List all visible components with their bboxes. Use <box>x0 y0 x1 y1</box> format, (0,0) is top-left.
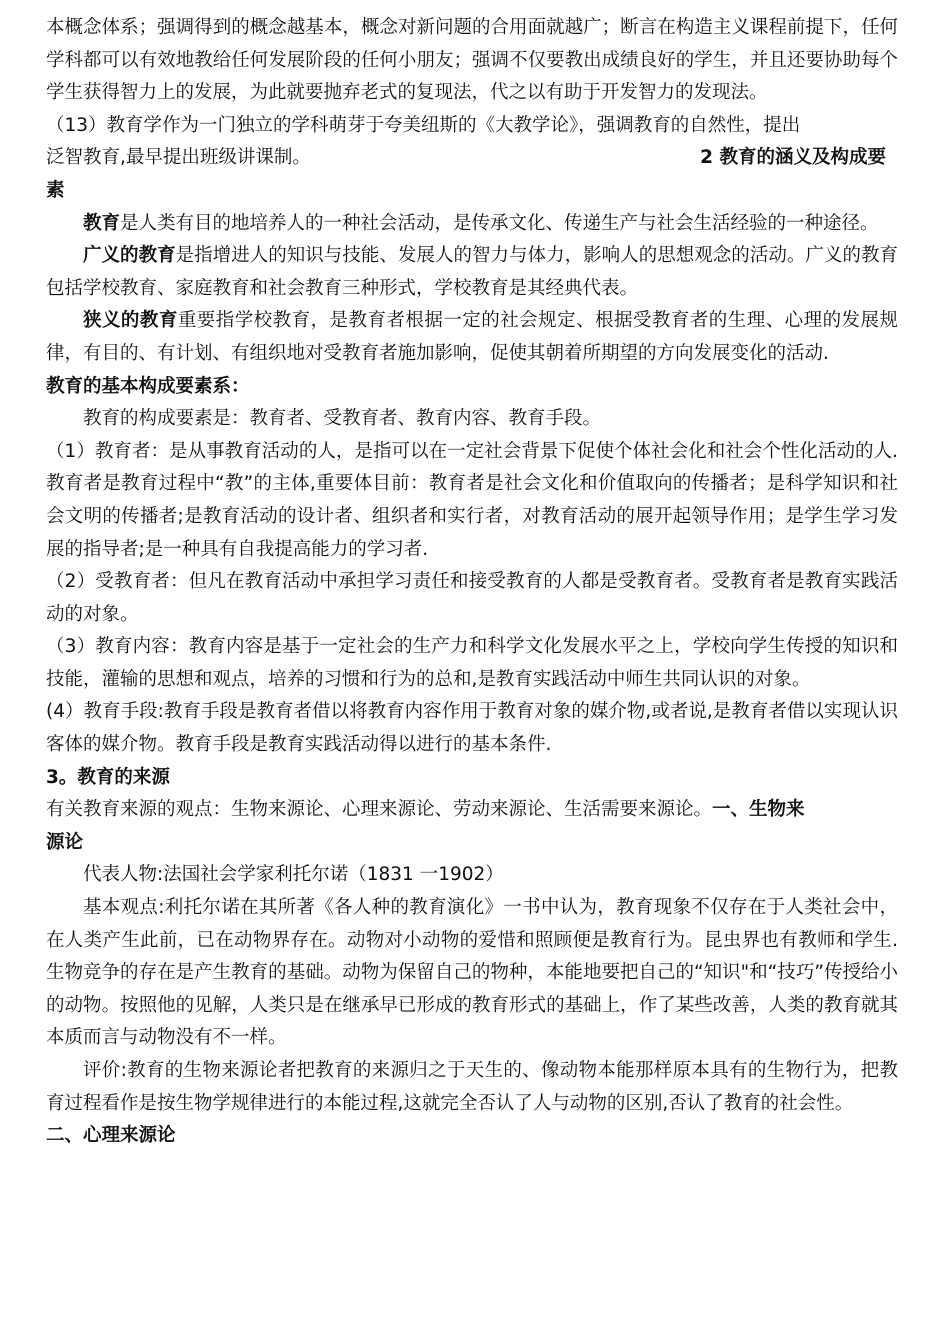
biological-representative: 代表人物:法国社会学家利托尔诺（1831 一1902） <box>83 864 504 886</box>
component-content: （3）教育内容：教育内容是基于一定社会的生产力和科学文化发展水平之上，学校向学生传授的知识和技能，灌输的思想和观点，培养的习惯和行为的总和,是教育实践活动中师生共同认识的对象。 <box>46 636 898 690</box>
biological-evaluation: 评价:教育的生物来源论者把教育的来源归之于天生的、像动物本能那样原本具有的生物行为，把教育过程看作是按生物学规律进行的本能过程,这就完全否认了人与动物的区别,否认了教育的社会性。 <box>46 1060 898 1114</box>
section-2-title: 2 教育的涵义及构成要 <box>700 147 886 169</box>
component-educator: （1）教育者：是从事教育活动的人，是指可以在一定社会背景下促使个体社会化和社会个性化活动的人.教育者是教育过程中“教”的主体,重要体目前：教育者是社会文化和价值取向的传播者；是科学知识和社会文明的传播者;是教育活动的设计者、组织者和实行者，对教育活动的展开起领导作用；是学生学习发展的指导者;是一种具有自我提高能力的学习者. <box>46 440 898 560</box>
section-3-title: 3。教育的来源 <box>46 766 170 788</box>
paragraph-13 <box>46 110 898 143</box>
components-heading: 教育的基本构成要素系： <box>46 375 250 397</box>
definition-education-text: 是人类有目的地培养人的一种社会活动，是传承文化、传递生产与社会生活经验的一种途径。 <box>120 212 879 234</box>
document-page <box>46 12 898 1153</box>
origins-paragraph <box>46 794 898 827</box>
term-education: 教育 <box>83 212 121 234</box>
definition-broad-education <box>46 240 898 305</box>
components-intro: 教育的构成要素是：教育者、受教育者、教育内容、教育手段。 <box>83 408 602 430</box>
component-means: (4）教育手段:教育手段是教育者借以将教育内容作用于教育对象的媒介物,或者说,是教育者借以实现认识客体的媒介物。教育手段是教育实践活动得以进行的基本条件. <box>46 701 898 756</box>
definition-broad-education-text: 是指增进人的知识与技能、发展人的智力与体力，影响人的思想观念的活动。广义的教育包括学校教育、家庭教育和社会教育三种形式，学校教育是其经典代表。 <box>46 245 898 299</box>
paragraph-13-line2: 泛智教育,最早提出班级讲课制。 <box>46 147 311 169</box>
biological-origin-title: 一、生物来 <box>712 799 805 821</box>
psychological-origin-title: 二、心理来源论 <box>46 1125 176 1147</box>
biological-viewpoint: 基本观点:利托尔诺在其所著《各人种的教育演化》一书中认为，教育现象不仅存在于人类社会中，在人类产生此前，已在动物界存在。动物对小动物的爱惜和照顾便是教育行为。昆虫界也有教师和学生.生物竞争的存在是产生教育的基础。动物为保留自己的物种，本能地要把自己的“知识"和“技巧”传授给小的动物。按照他的见解，人类只是在继承早已形成的教育形式的基础上，作了某些改善，人类的教育就其本质而言与动物没有不一样。 <box>46 897 898 1049</box>
intro-paragraph: 本概念体系；强调得到的概念越基本，概念对新问题的合用面就越广；断言在构造主义课程前提下，任何学科都可以有效地教给任何发展阶段的任何小朋友；强调不仅要教出成绩良好的学生，并且还要协助每个学生获得智力上的发展，为此就要抛弃老式的复现法，代之以有助于开发智力的发现法。 <box>46 17 898 104</box>
term-narrow-education: 狭义的教育 <box>83 310 178 332</box>
component-learner: （2）受教育者：但凡在教育活动中承担学习责任和接受教育的人都是受教育者。受教育者是教育实践活动的对象。 <box>46 571 898 625</box>
definition-narrow-education-text: 重要指学校教育，是教育者根据一定的社会规定、根据受教育者的生理、心理的发展规律，有目的、有计划、有组织地对受教育者施加影响，促使其朝着所期望的方向发展变化的活动. <box>46 310 898 364</box>
paragraph-13-line1: （13）教育学作为一门独立的学科萌芽于夸美纽斯的《大教学论》，强调教育的自然性，提出 <box>46 114 801 136</box>
definition-narrow-education <box>46 305 898 370</box>
origins-text: 有关教育来源的观点：生物来源论、心理来源论、劳动来源论、生活需要来源论。 <box>46 799 713 821</box>
definition-education <box>46 208 898 241</box>
paragraph-13-line2-row <box>46 142 898 175</box>
section-2-title-continued: 素 <box>46 179 65 201</box>
biological-origin-title-continued: 源论 <box>46 831 84 853</box>
term-broad-education: 广义的教育 <box>83 245 176 267</box>
